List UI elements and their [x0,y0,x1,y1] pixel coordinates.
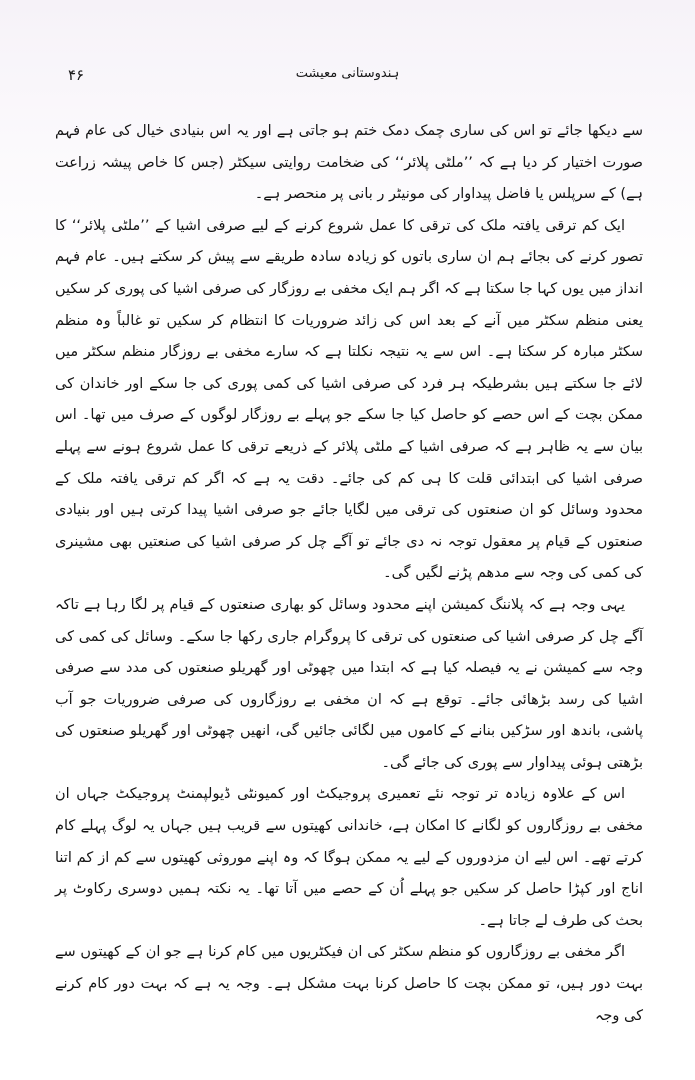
paragraph-5: اگر مخفی بے روزگاروں کو منظم سکٹر کی ان فیکٹریوں میں کام کرنا ہے جو ان کے کھیتوں سے بہت دور ہیں، تو ممکن بچت کا حاصل کرنا بہت مشکل ہے۔ وجہ یہ ہے کہ بہت دور کام کرنے کی وجہ [55,944,643,1024]
page-number: ۴۶ [68,66,85,84]
paragraph-1: سے دیکھا جائے تو اس کی ساری چمک دمک ختم ہو جاتی ہے اور یہ اس بنیادی خیال کی عام فہم صورت اختیار کر دیا ہے کہ ’’ملٹی پلائر‘‘ کی ضخامت روایتی سیکٹر (جس کا خاص پیشہ زراعت ہے) کے سرپلس یا فاضل پیداوار کی مونیٹر ر بانی پر منحصر ہے۔ [55,123,643,203]
paragraph-4: اس کے علاوہ زیادہ تر توجہ نئے تعمیری پروجیکٹ اور کمیونٹی ڈیولپمنٹ پروجیکٹ جہاں ان مخفی بے روزگاروں کو لگانے کا امکان ہے، خاندانی کھیتوں سے قریب ہیں جہاں یہ لوگ پہلے کام کرتے تھے۔ اس لیے ان مزدوروں کے لیے یہ ممکن ہوگا کہ وہ اپنے موروثی کھیتوں سے کم از کم اتنا اناج اور کپڑا حاصل کر سکیں جو پہلے اُن کے حصے میں آتا تھا۔ یہ نکتہ ہمیں دوسری رکاوٹ پر بحث کی طرف لے جاتا ہے۔ [55,786,643,929]
paragraph-3: یہی وجہ ہے کہ پلاننگ کمیشن اپنے محدود وسائل کو بھاری صنعتوں کے قیام پر لگا رہا ہے تاکہ آگے چل کر صرفی اشیا کی صنعتوں کی ترقی کا پروگرام جاری رکھا جا سکے۔ وسائل کی کمی کی وجہ سے کمیشن نے یہ فیصلہ کیا ہے کہ ابتدا میں چھوٹی اور گھریلو صنعتوں کی مدد سے صرفی اشیا کی رسد بڑھائی جائے۔ توقع ہے کہ ان مخفی بے روزگاروں کی صرفی ضروریات جو آب پاشی، باندھ اور سڑکیں بنانے کے کاموں میں لگائی جائیں گی، انھیں چھوٹی اور گھریلو صنعتوں کی بڑھتی ہوئی پیداوار سے پوری کی جائے گی۔ [55,596,643,771]
running-title: ہندوستانی معیشت [295,66,400,81]
body-text [55,116,643,1032]
page-header [60,66,635,92]
paragraph-2: ایک کم ترقی یافتہ ملک کی ترقی کا عمل شروع کرنے کے لیے صرفی اشیا کے ’’ملٹی پلائر‘‘ کا تصور کرنے کی بجائے ہم ان ساری باتوں کو زیادہ سادہ طریقے سے پیش کر سکتے ہیں۔ عام فہم انداز میں یوں کہا جا سکتا ہے کہ اگر ہم ایک مخفی بے روزگار کی صرفی اشیا کی پوری کر سکیں یعنی منظم سکٹر میں آنے کے بعد اس کی زائد ضروریات کا انتظام کر سکیں تو غالباً وہ منظم سکٹر مبارہ کر سکتا ہے۔ اس سے یہ نتیجہ نکلتا ہے کہ سارے مخفی بے روزگار منظم سکٹر میں لائے جا سکتے ہیں بشرطیکہ ہر فرد کی صرفی اشیا کی کمی پوری کی جا سکے اور خاندان کی ممکن بچت کے اس حصے کو حاصل کیا جا سکے جو پہلے بے روزگار لوگوں کے صرف میں تھا۔ اس بیان سے یہ ظاہر ہے کہ صرفی اشیا کے ملٹی پلائر کے ذریعے ترقی کا عمل شروع ہونے سے پہلے صرفی اشیا کی ابتدائی قلت کا ہی کم کی جائے۔ دقت یہ ہے کہ اگر کم ترقی یافتہ ملک کے محدود وسائل کو ان صنعتوں کی ترقی میں لگایا جائے جو صرفی اشیا پیدا کرتی ہیں اور بنیادی صنعتوں کے قیام پر معقول توجہ نہ دی جائے تو آگے چل کر صرفی اشیا کی صنعتیں بھی مشینری کی کمی کی وجہ سے مدھم پڑنے لگیں گی۔ [55,217,643,582]
